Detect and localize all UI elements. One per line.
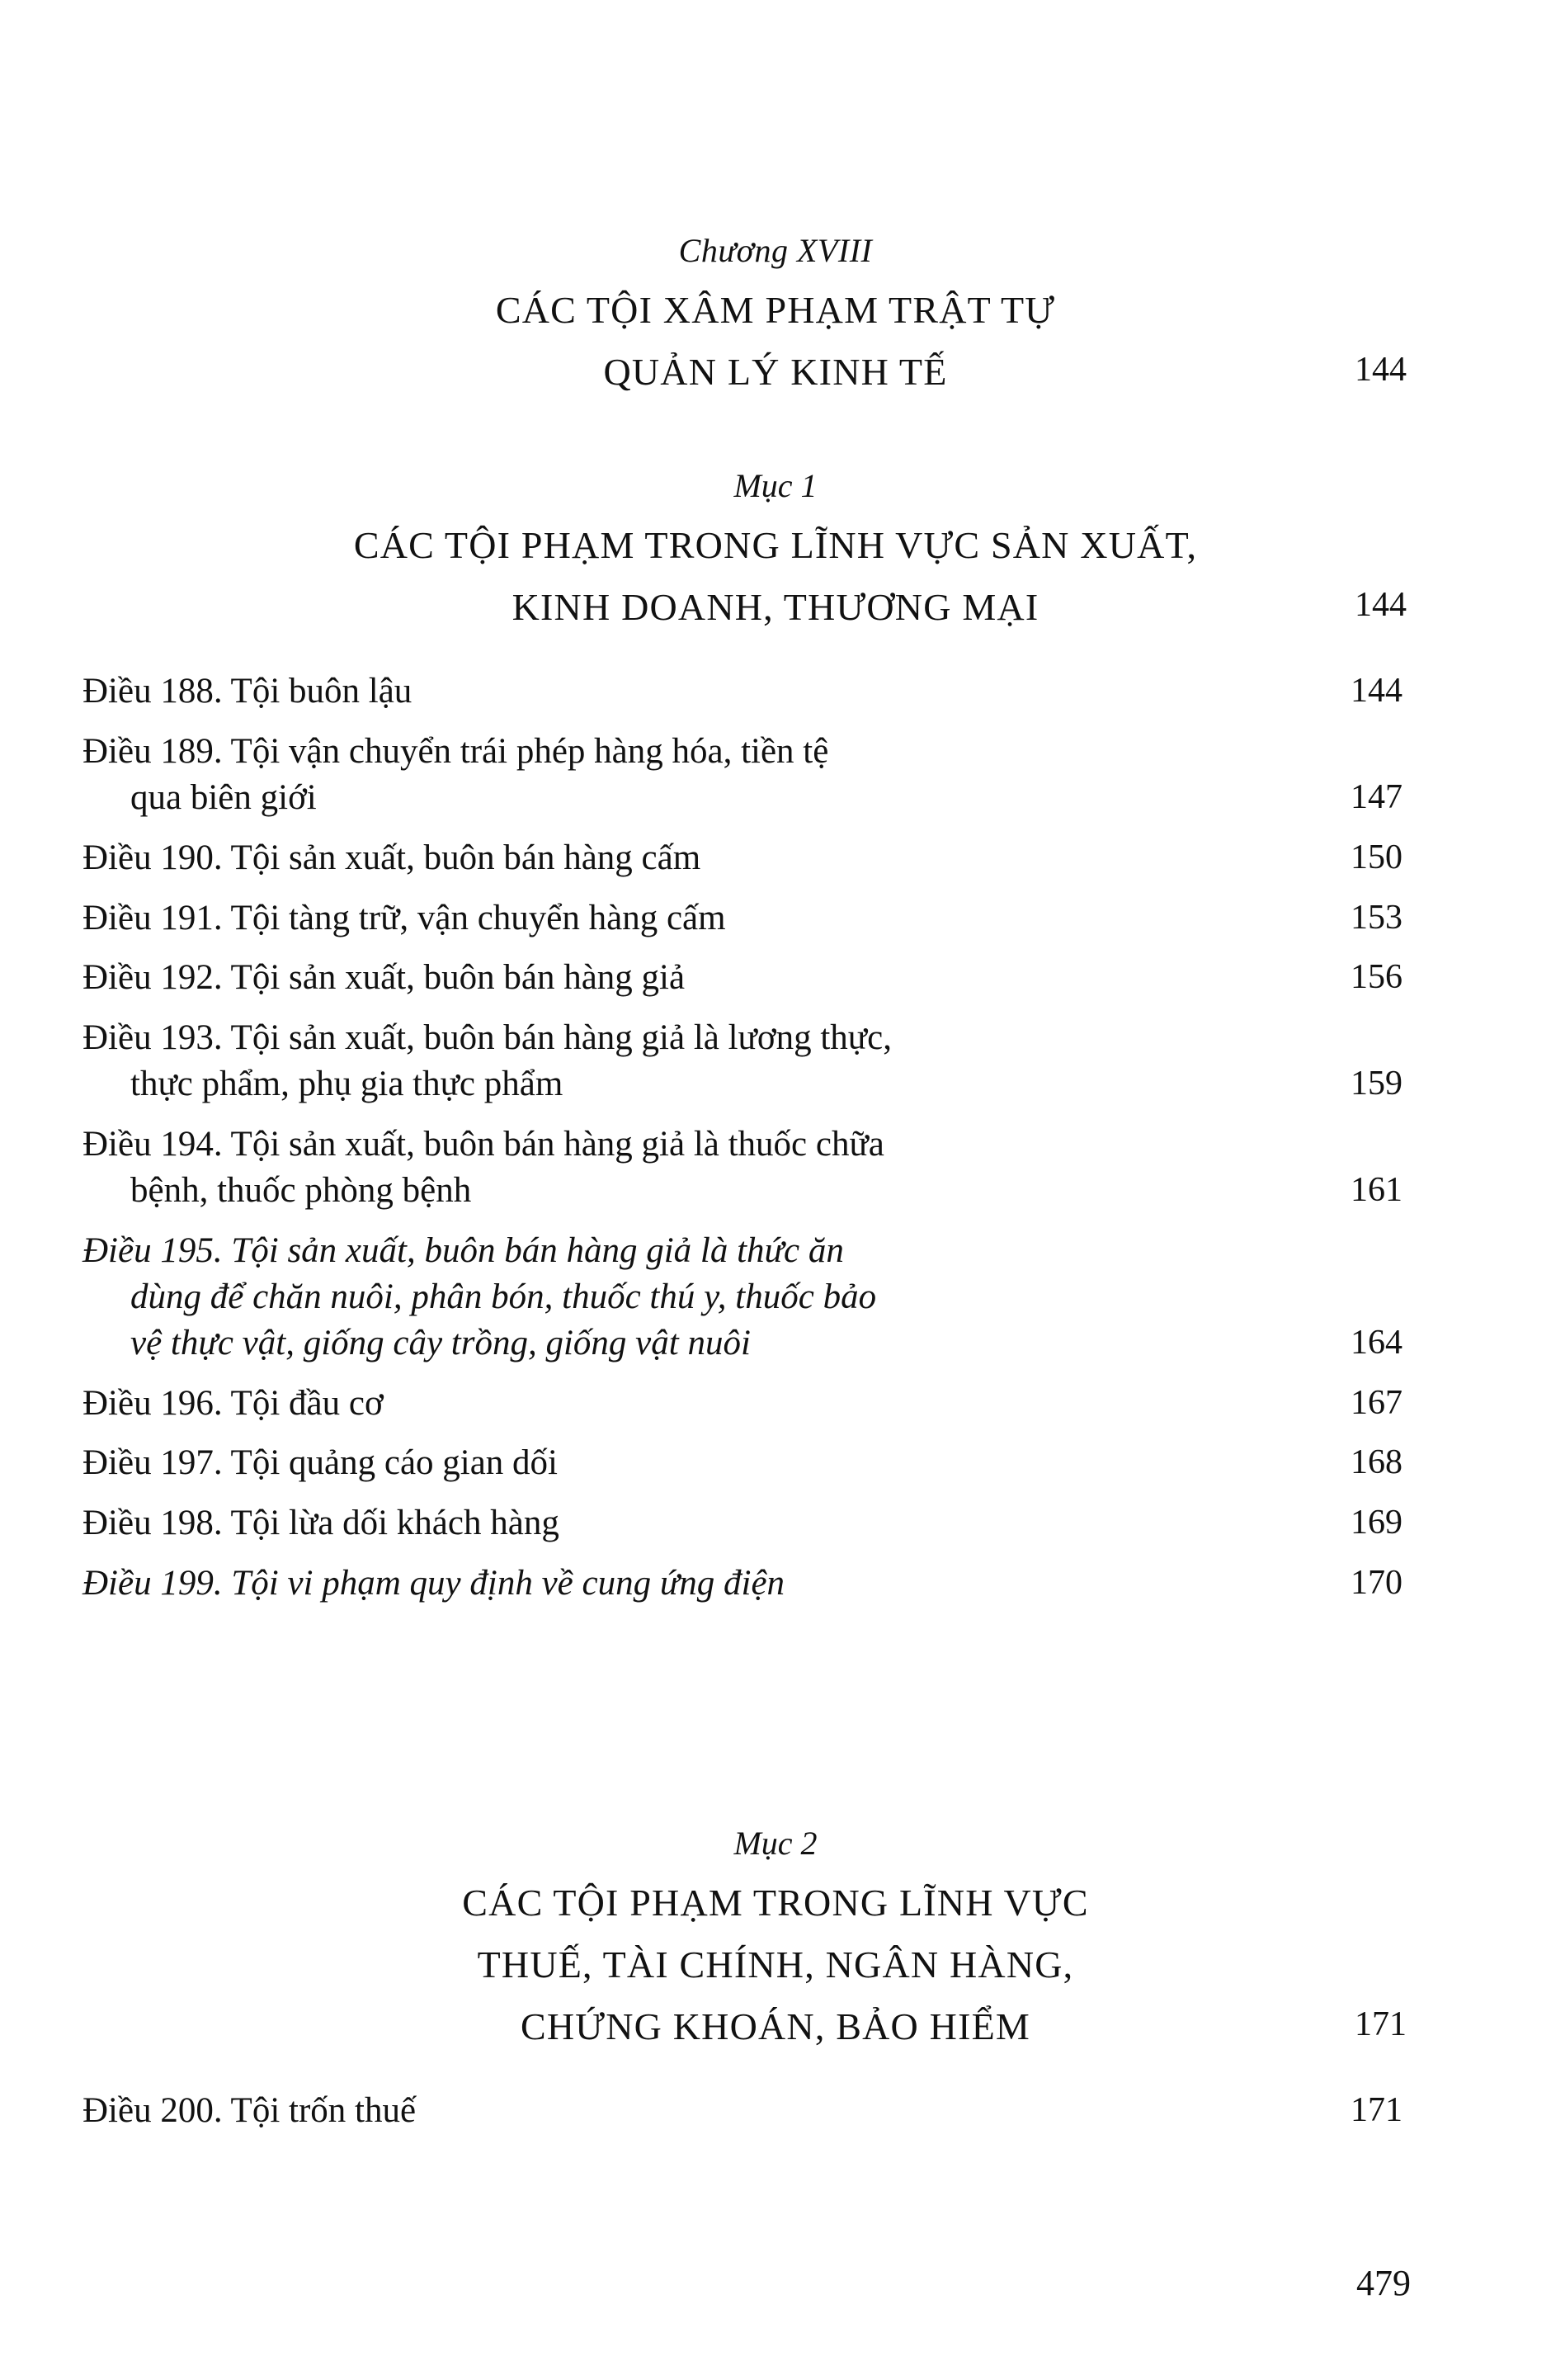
- section-2-label: Mục 2: [733, 1825, 818, 1862]
- toc-entry-text: Điều 200. Tội trốn thuế: [82, 2091, 417, 2130]
- section-1-entry-list: [82, 668, 1402, 1621]
- section-2-entry-list: [82, 2088, 1402, 2148]
- section-1-label-row: [144, 466, 1407, 505]
- toc-entry-text: Điều 197. Tội quảng cáo gian dối: [82, 1443, 559, 1483]
- toc-entry-page: 168: [1351, 1443, 1402, 1482]
- toc-entry[interactable]: [82, 835, 1402, 881]
- toc-entry-text: [82, 1122, 1402, 1214]
- section-2-label-row: [144, 1824, 1407, 1863]
- section-1-heading-block: [144, 466, 1407, 629]
- toc-entry-line: Điều 189. Tội vận chuyển trái phép hàng hóa, tiền tệ: [82, 731, 829, 771]
- toc-entry[interactable]: [82, 668, 1402, 715]
- toc-entry-text: Điều 196. Tội đầu cơ: [82, 1383, 384, 1423]
- section-2-title-line-1-row: [144, 1881, 1407, 1924]
- toc-entry-page: 164: [1351, 1323, 1402, 1362]
- section-1-title-line-2: KINH DOANH, THƯƠNG MẠI: [512, 586, 1040, 628]
- toc-entry-page: 171: [1351, 2091, 1402, 2129]
- chapter-title-line-2-row: [144, 350, 1407, 394]
- section-2-title-line-3-row: [144, 2005, 1407, 2048]
- section-1-title-line-1-row: [144, 523, 1407, 567]
- toc-entry-line: Điều 194. Tội sản xuất, buôn bán hàng giả là thuốc chữa: [82, 1125, 884, 1164]
- section-2-heading-block: [144, 1824, 1407, 2048]
- toc-entry-text: [82, 729, 1402, 821]
- section-2-title-line-1: CÁC TỘI PHẠM TRONG LĨNH VỰC: [462, 1882, 1089, 1924]
- toc-entry[interactable]: [82, 895, 1402, 942]
- toc-entry-page: 167: [1351, 1383, 1402, 1422]
- toc-entry-page: 153: [1351, 898, 1402, 937]
- section-1-title-line-2-row: [144, 585, 1407, 629]
- toc-entry-page: 150: [1351, 838, 1402, 876]
- toc-entry-page: 144: [1351, 672, 1402, 710]
- section-1-label: Mục 1: [733, 467, 818, 504]
- chapter-title-line-2: QUẢN LÝ KINH TẾ: [603, 351, 948, 393]
- toc-entry-page: 161: [1351, 1171, 1402, 1210]
- toc-entry-line: vệ thực vật, giống cây trồng, giống vật nuôi: [130, 1323, 751, 1362]
- chapter-title-line-1-row: [144, 288, 1407, 332]
- toc-entry-text: Điều 188. Tội buôn lậu: [82, 672, 412, 711]
- toc-entry-text: Điều 190. Tội sản xuất, buôn bán hàng cấm: [82, 838, 701, 877]
- toc-entry[interactable]: [82, 1561, 1402, 1607]
- chapter-title-line-1: CÁC TỘI XÂM PHẠM TRẬT TỰ: [495, 289, 1056, 331]
- toc-entry-line: thực phẩm, phụ gia thực phẩm: [130, 1065, 563, 1104]
- toc-entry-text: Điều 198. Tội lừa dối khách hàng: [82, 1504, 559, 1543]
- toc-entry-line: Điều 193. Tội sản xuất, buôn bán hàng giả là lương thực,: [82, 1018, 892, 1058]
- section-1-title-line-1: CÁC TỘI PHẠM TRONG LĨNH VỰC SẢN XUẤT,: [353, 524, 1198, 566]
- toc-entry-page: 169: [1351, 1504, 1402, 1542]
- toc-entry[interactable]: [82, 729, 1402, 821]
- chapter-page-number: 144: [1355, 351, 1407, 389]
- toc-entry-line: dùng để chăn nuôi, phân bón, thuốc thú y, thuốc bảo: [130, 1277, 877, 1316]
- toc-entry-text: Điều 192. Tội sản xuất, buôn bán hàng giả: [82, 958, 686, 998]
- toc-entry[interactable]: [82, 1228, 1402, 1367]
- toc-entry[interactable]: [82, 955, 1402, 1001]
- toc-entry[interactable]: [82, 1440, 1402, 1486]
- chapter-label: Chương XVIII: [678, 232, 873, 269]
- toc-entry[interactable]: [82, 2088, 1402, 2134]
- toc-entry-text: [82, 1015, 1402, 1107]
- section-2-title-line-3: CHỨNG KHOÁN, BẢO HIỂM: [521, 2005, 1030, 2047]
- toc-entry-page: 159: [1351, 1065, 1402, 1103]
- toc-entry[interactable]: [82, 1500, 1402, 1547]
- section-1-page-number: 144: [1355, 586, 1407, 624]
- toc-entry-text: [82, 1228, 1402, 1367]
- section-2-title-line-2: THUẾ, TÀI CHÍNH, NGÂN HÀNG,: [477, 1943, 1074, 1986]
- toc-entry-line: Điều 195. Tội sản xuất, buôn bán hàng giả là thức ăn: [82, 1230, 844, 1270]
- toc-entry[interactable]: [82, 1122, 1402, 1214]
- chapter-label-row: [144, 231, 1407, 270]
- toc-entry-page: 156: [1351, 958, 1402, 997]
- toc-entry-text: Điều 199. Tội vi phạm quy định về cung ứng điện: [82, 1564, 785, 1603]
- toc-entry-line: qua biên giới: [130, 777, 317, 817]
- toc-entry-line: bệnh, thuốc phòng bệnh: [130, 1171, 472, 1211]
- section-2-page-number: 171: [1355, 2005, 1407, 2043]
- chapter-heading-block: [144, 231, 1407, 394]
- section-2-title-line-2-row: [144, 1943, 1407, 1986]
- toc-entry[interactable]: [82, 1015, 1402, 1107]
- toc-entry-page: 147: [1351, 777, 1402, 816]
- page-folio: 479: [1356, 2263, 1411, 2303]
- toc-entry[interactable]: [82, 1381, 1402, 1427]
- toc-entry-page: 170: [1351, 1564, 1402, 1603]
- toc-entry-text: Điều 191. Tội tàng trữ, vận chuyển hàng cấm: [82, 898, 726, 937]
